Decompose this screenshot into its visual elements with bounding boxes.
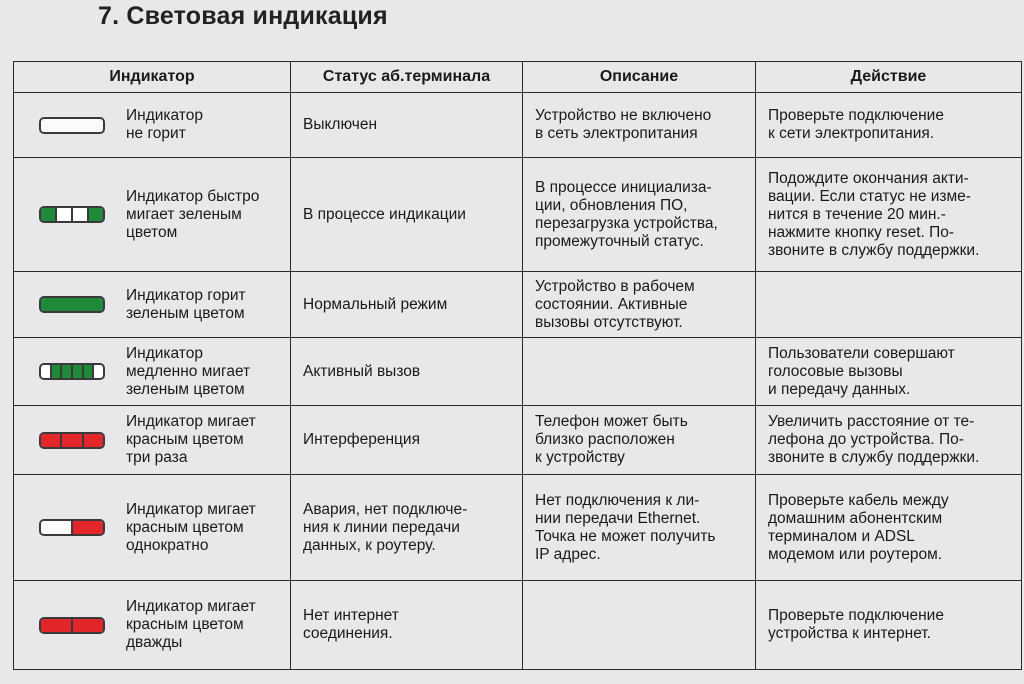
action-cell: Пользователи совершают голосовые вызовы и передачу данных. [756, 338, 1022, 406]
header-status: Статус аб.терминала [291, 62, 523, 93]
table-header-row [14, 62, 1022, 93]
table-row [14, 581, 1022, 670]
status-cell: Интерференция [291, 406, 523, 475]
description-cell: Устройство в рабочем состоянии. Активные вызовы отсутствуют. [523, 272, 756, 338]
indication-table [13, 61, 1022, 670]
indicator-cell [14, 272, 291, 338]
action-cell: Проверьте кабель между домашним абонентским терминалом и ADSL модемом или роутером. [756, 475, 1022, 581]
indicator-label: Индикатор быстро мигает зеленым цветом [126, 187, 260, 241]
description-cell: Нет подключения к ли- нии передачи Ethernet. Точка не может получить IP адрес. [523, 475, 756, 581]
status-cell: Активный вызов [291, 338, 523, 406]
led-green-slow-icon [39, 363, 105, 380]
status-cell: Выключен [291, 93, 523, 158]
status-cell: В процессе индикации [291, 158, 523, 272]
led-green-fast-icon [39, 206, 105, 223]
indicator-label: Индикатор мигает красным цветом однократно [126, 500, 256, 554]
action-cell: Проверьте подключение устройства к интернет. [756, 581, 1022, 670]
indicator-label: Индикатор не горит [126, 107, 203, 142]
action-cell: Увеличить расстояние от те- лефона до устройства. По- звоните в службу поддержки. [756, 406, 1022, 475]
indicator-label: Индикатор медленно мигает зеленым цветом [126, 344, 251, 398]
action-cell [756, 272, 1022, 338]
action-cell: Подождите окончания акти- вации. Если статус не изме- нится в течение 20 мин.- нажмите кнопку reset. По- звоните в службу поддержки. [756, 158, 1022, 272]
description-cell: В процессе инициализа- ции, обновления ПО, перезагрузка устройства, промежуточный статус. [523, 158, 756, 272]
status-cell: Нет интернет соединения. [291, 581, 523, 670]
description-cell [523, 581, 756, 670]
indicator-cell [14, 93, 291, 158]
action-cell: Проверьте подключение к сети электропитания. [756, 93, 1022, 158]
indicator-cell [14, 158, 291, 272]
header-action: Действие [756, 62, 1022, 93]
led-green-solid-icon [39, 296, 105, 313]
indicator-cell [14, 406, 291, 475]
indicator-label: Индикатор мигает красным цветом три раза [126, 413, 256, 466]
indicator-label: Индикатор горит зеленым цветом [126, 286, 246, 322]
table-row [14, 406, 1022, 475]
status-cell: Нормальный режим [291, 272, 523, 338]
description-cell: Телефон может быть близко расположен к устройству [523, 406, 756, 475]
table-row [14, 475, 1022, 581]
indicator-cell [14, 581, 291, 670]
table-row [14, 338, 1022, 406]
led-red-twice-icon [39, 617, 105, 634]
page-title: 7. Световая индикация [98, 2, 388, 30]
table-row [14, 272, 1022, 338]
indicator-label: Индикатор мигает красным цветом дважды [126, 598, 256, 651]
led-red-once-icon [39, 519, 105, 536]
led-off-icon [39, 117, 105, 134]
table-row [14, 158, 1022, 272]
indicator-cell [14, 338, 291, 406]
led-red-three-icon [39, 432, 105, 449]
header-description: Описание [523, 62, 756, 93]
description-cell [523, 338, 756, 406]
description-cell: Устройство не включено в сеть электропитания [523, 93, 756, 158]
table-row [14, 93, 1022, 158]
indicator-cell [14, 475, 291, 581]
status-cell: Авария, нет подключе- ния к линии передачи данных, к роутеру. [291, 475, 523, 581]
header-indicator: Индикатор [14, 62, 291, 93]
